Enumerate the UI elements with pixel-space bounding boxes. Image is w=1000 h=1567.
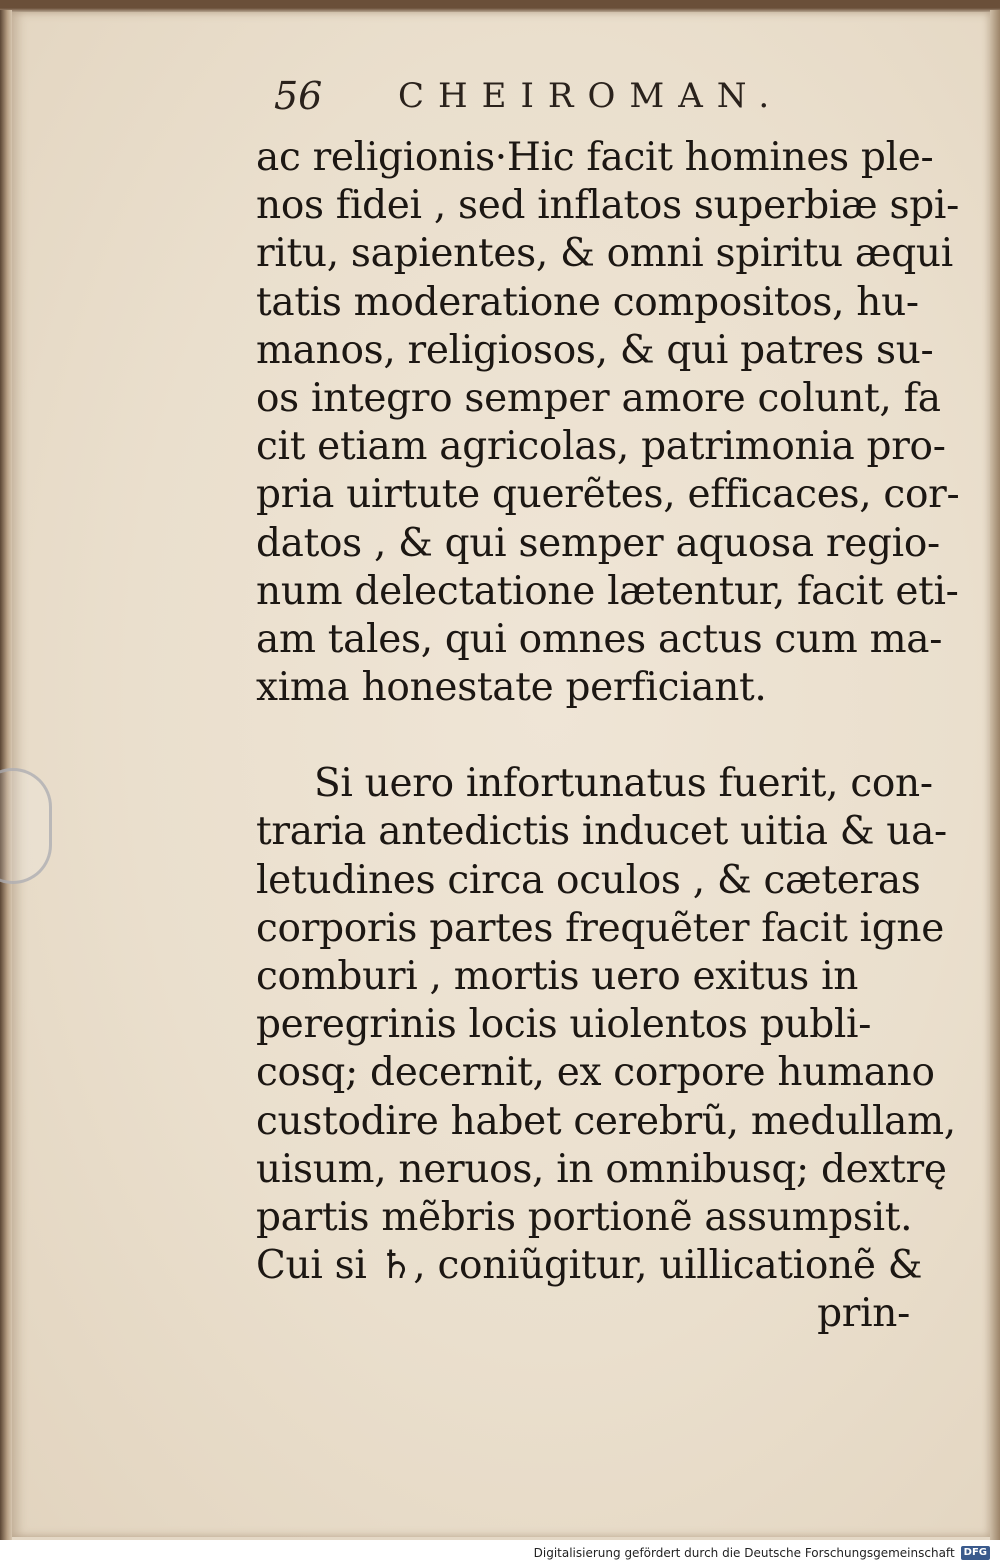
- catchword: prin-: [817, 1291, 910, 1337]
- book-page: [12, 12, 990, 1537]
- book-fore-edge: [990, 10, 1000, 1540]
- text-line: comburi , mortis uero exitus in: [256, 954, 859, 999]
- digitization-credit: [534, 1546, 990, 1560]
- text-line: datos , & qui semper aquosa regio-: [256, 520, 940, 566]
- text-line: uisum, neruos, in omnibusq; dextrę: [256, 1146, 947, 1192]
- text-line: nos fidei , sed inflatos superbiæ spi-: [256, 183, 959, 229]
- text-line: os integro semper amore colunt, fa: [256, 375, 941, 421]
- page-clip-icon: [0, 768, 52, 884]
- text-line: am tales, qui omnes actus cum ma-: [256, 616, 943, 662]
- text-line: cosq; decernit, ex corpore humano: [256, 1050, 935, 1096]
- text-line: ac religionis·Hic facit homines ple-: [256, 135, 934, 180]
- text-line: corporis partes frequẽter facit igne: [256, 905, 944, 951]
- text-line: pria uirtute querẽtes, efficaces, cor-: [256, 472, 960, 518]
- text-line: partis mẽbris portionẽ assumpsit.: [256, 1194, 913, 1240]
- text-line: tatis moderatione compositos, hu-: [256, 279, 919, 325]
- paragraph-gap: [256, 712, 916, 760]
- text-line: Cui si ♄, coniũgitur, uillicationẽ &: [256, 1243, 923, 1289]
- text-line: custodire habet cerebrũ, medullam,: [256, 1098, 956, 1144]
- paragraph-1: [256, 134, 960, 712]
- text-line: ritu, sapientes, & omni spiritu æqui: [256, 231, 953, 277]
- text-line: num delectatione lætentur, facit eti-: [256, 568, 959, 614]
- text-line: xima honestate perficiant.: [256, 665, 767, 711]
- running-title: CHEIROMAN.: [398, 76, 784, 116]
- text-line: letudines circa oculos , & cæteras: [256, 857, 921, 903]
- page-number: 56: [274, 74, 323, 118]
- running-head: [274, 74, 794, 124]
- text-block: [256, 134, 960, 1339]
- text-line: traria antedictis inducet uitia & ua-: [256, 809, 947, 855]
- credit-text: Digitalisierung gefördert durch die Deutsche Forschungsgemeinschaft: [533, 1546, 955, 1560]
- dfg-logo: DFG: [961, 1546, 990, 1560]
- text-line: cit etiam agricolas, patrimonia pro-: [256, 424, 946, 470]
- paragraph-2: [256, 760, 956, 1338]
- text-line: peregrinis locis uiolentos publi-: [256, 1002, 872, 1048]
- text-line: Si uero infortunatus fuerit, con-: [314, 761, 933, 807]
- text-line: manos, religiosos, & qui patres su-: [256, 327, 934, 373]
